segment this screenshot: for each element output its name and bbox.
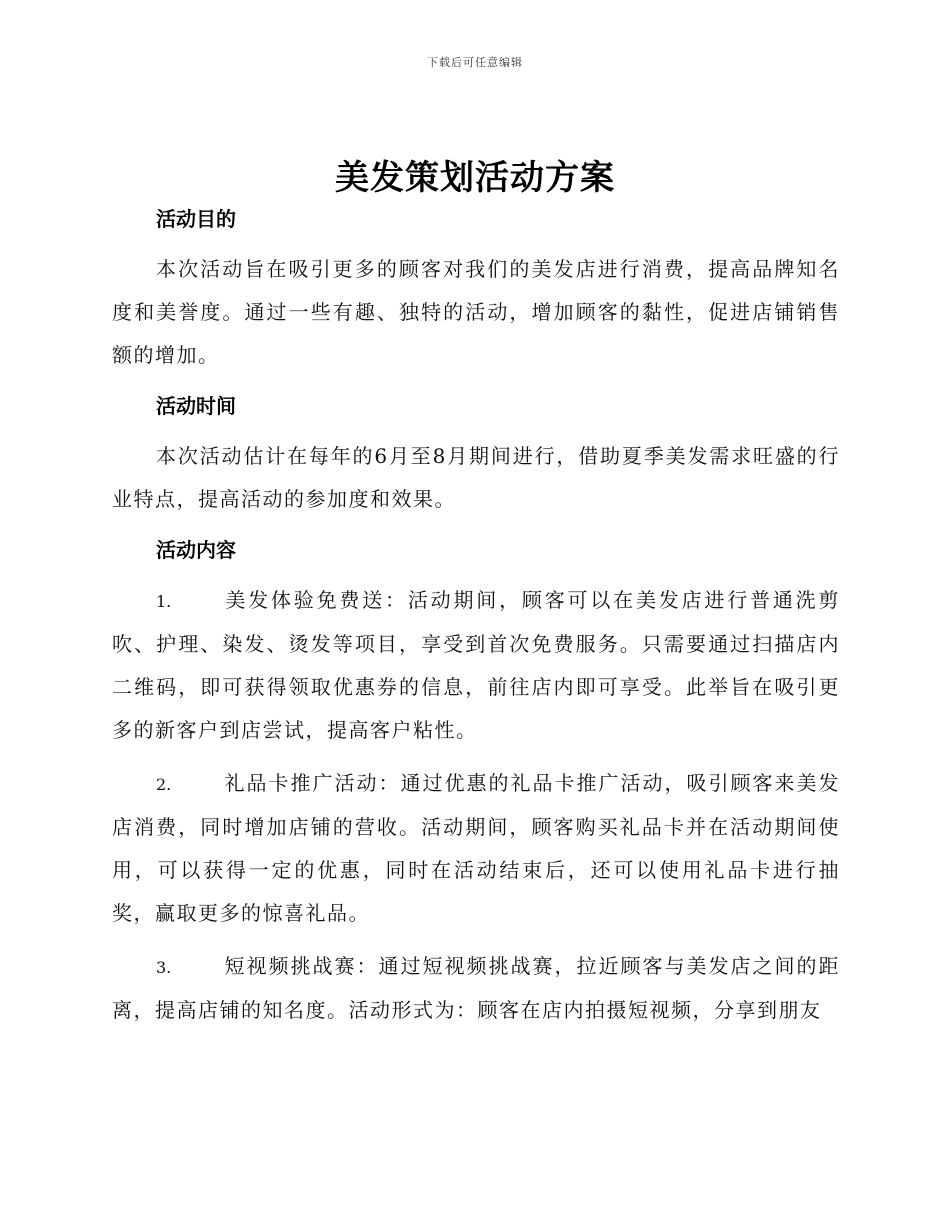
section-heading-time: 活动时间 [156, 394, 236, 418]
list-item-text: 短视频挑战赛：通过短视频挑战赛，拉近顾客与美发店之间的距离，提高店铺的知名度。活动形式为：顾客在店内拍摄短视频，分享到朋友 [112, 954, 840, 1022]
document-body [112, 200, 840, 1032]
header-note: 下载后可任意编辑 [427, 56, 523, 69]
list-item-text: 礼品卡推广活动：通过优惠的礼品卡推广活动，吸引顾客来美发店消费，同时增加店铺的营收。活动期间，顾客购买礼品卡并在活动期间使用，可以获得一定的优惠，同时在活动结束后，还可以使用礼品卡进行抽奖，赢取更多的惊喜礼品。 [112, 771, 840, 925]
section-heading-purpose: 活动目的 [156, 207, 236, 231]
list-item-number: 1. [156, 592, 172, 611]
list-item-text: 美发体验免费送：活动期间，顾客可以在美发店进行普通洗剪吹、护理、染发、烫发等项目，享受到首次免费服务。只需要通过扫描店内二维码，即可获得领取优惠券的信息，前往店内即可享受。此举旨在吸引更多的新客户到店尝试，提高客户粘性。 [112, 588, 840, 742]
list-item-number: 2. [156, 775, 172, 794]
section-heading-content: 活动内容 [156, 538, 236, 562]
section-paragraph-purpose: 本次活动旨在吸引更多的顾客对我们的美发店进行消费，提高品牌知名度和美誉度。通过一些有趣、独特的活动，增加顾客的黏性，促进店铺销售额的增加。 [112, 257, 840, 367]
document-title: 美发策划活动方案 [335, 158, 615, 198]
list-item [112, 762, 840, 935]
list-item-number: 3. [156, 958, 172, 977]
section-paragraph-time: 本次活动估计在每年的6月至8月期间进行，借助夏季美发需求旺盛的行业特点，提高活动的参加度和效果。 [112, 444, 840, 511]
list-item [112, 945, 840, 1032]
list-item [112, 579, 840, 752]
